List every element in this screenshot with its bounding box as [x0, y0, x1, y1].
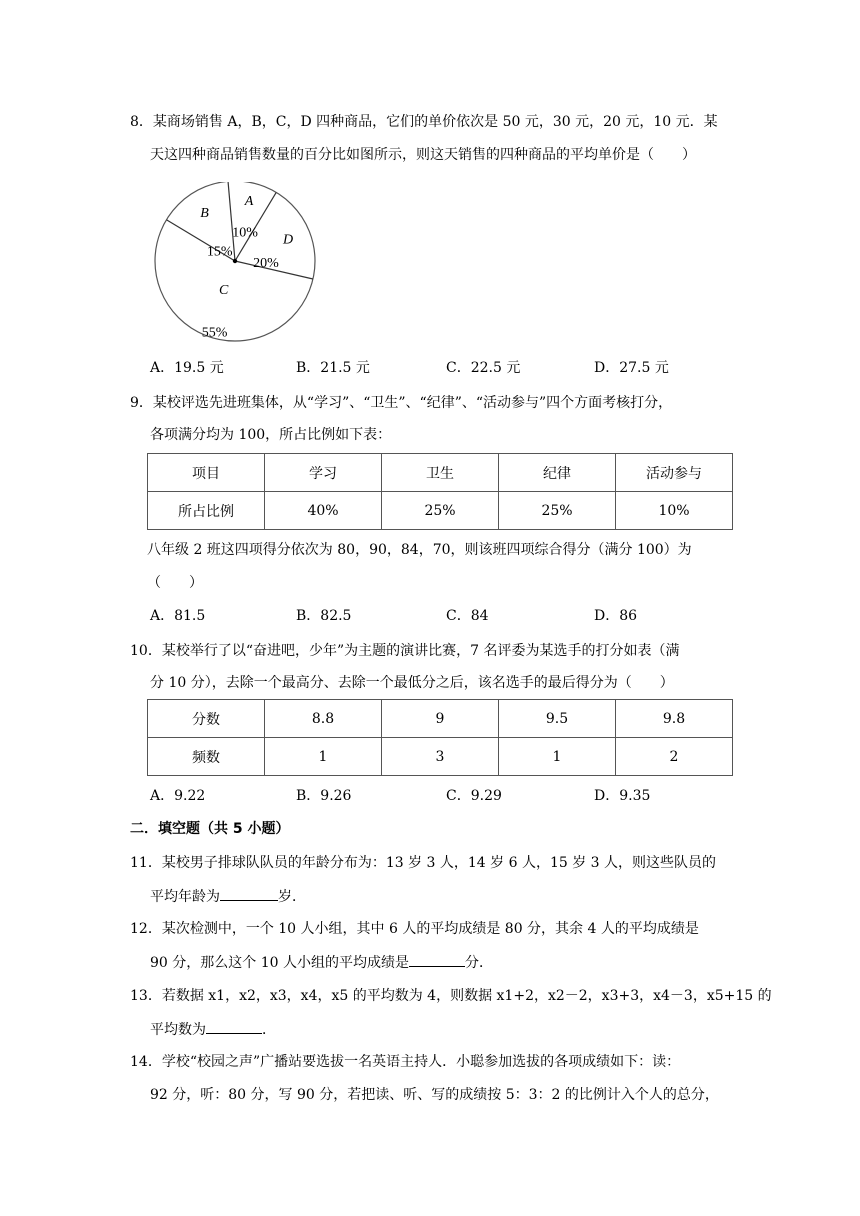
q12-line-2-prefix: 90 分，那么这个 10 人小组的平均成绩是 — [150, 955, 409, 971]
table-cell: 学习 — [265, 454, 382, 492]
section-heading: 二．填空题（共 5 小题） — [130, 821, 290, 837]
table-cell: 9 — [382, 700, 499, 738]
table-cell: 9.5 — [499, 700, 616, 738]
table-cell: 25% — [499, 492, 616, 530]
q11-line-2 — [150, 886, 306, 907]
q8-line-1: 8．某商场销售 A，B，C，D 四种商品，它们的单价依次是 50 元，30 元，20 元，10 元．某 — [130, 114, 718, 130]
q10-option-a[interactable]: A．9.22 — [150, 788, 206, 804]
q13-line-1: 13．若数据 x1，x2，x3，x4，x5 的平均数为 4，则数据 x1+2，x2－2，x3+3，x4－3，x5+15 的 — [130, 988, 772, 1004]
q14-line-1: 14．学校“校园之声”广播站要选拔一名英语主持人．小聪参加选拔的各项成绩如下：读： — [130, 1054, 681, 1070]
q12-line-2-suffix: 分． — [464, 955, 493, 971]
table-cell: 40% — [265, 492, 382, 530]
table-row — [148, 700, 733, 738]
pie-slice-label: D — [282, 232, 294, 248]
pie-slice-value: 55% — [201, 325, 228, 341]
q14-line-2: 92 分，听：80 分，写 90 分，若把读、听、写的成绩按 5：3：2 的比例计入个人的总分， — [150, 1087, 719, 1103]
q8-option-b[interactable]: B．21.5 元 — [296, 360, 370, 376]
q10-line-1: 10．某校举行了以“奋进吧，少年”为主题的演讲比赛，7 名评委为某选手的打分如表（满 — [130, 643, 680, 659]
q12-line-2 — [150, 952, 493, 973]
table-cell: 1 — [265, 738, 382, 776]
q11-line-1: 11．某校男子排球队队员的年龄分布为：13 岁 3 人，14 岁 6 人，15 岁 3 人，则这些队员的 — [130, 855, 717, 871]
table-cell: 纪律 — [499, 454, 616, 492]
pie-center — [233, 259, 237, 263]
q9-line-3: 八年级 2 班这四项得分依次为 80，90，84，70，则该班四项综合得分（满分 100）为 — [147, 542, 692, 558]
q8-line-2: 天这四种商品销售数量的百分比如图所示，则这天销售的四种商品的平均单价是（ ） — [150, 147, 696, 163]
table-cell: 所占比例 — [148, 492, 265, 530]
q13-answer-blank[interactable] — [206, 1019, 262, 1034]
table-cell: 1 — [499, 738, 616, 776]
pie-slice-label: B — [200, 206, 209, 222]
table-cell: 2 — [616, 738, 733, 776]
table-cell: 卫生 — [382, 454, 499, 492]
table-cell: 频数 — [148, 738, 265, 776]
q11-line-2-prefix: 平均年龄为 — [150, 889, 220, 905]
pie-slice-value: 20% — [253, 255, 279, 271]
q10-option-b[interactable]: B．9.26 — [296, 788, 352, 804]
pie-slice-label: A — [244, 194, 254, 210]
table-cell: 10% — [616, 492, 733, 530]
q12-line-1: 12．某次检测中，一个 10 人小组，其中 6 人的平均成绩是 80 分，其余 4 人的平均成绩是 — [130, 921, 699, 937]
q8-option-d[interactable]: D．27.5 元 — [594, 360, 669, 376]
table-cell: 分数 — [148, 700, 265, 738]
q9-line-1: 9．某校评选先进班集体，从“学习”、“卫生”、“纪律”、“活动参与”四个方面考核打分， — [130, 395, 673, 411]
q9-line-4: （ ） — [147, 575, 203, 591]
pie-slice-value: 10% — [232, 225, 258, 241]
table-row — [148, 738, 733, 776]
q8-option-c[interactable]: C．22.5 元 — [446, 360, 521, 376]
q10-option-c[interactable]: C．9.29 — [446, 788, 502, 804]
q9-option-a[interactable]: A．81.5 — [150, 608, 206, 624]
table-cell: 25% — [382, 492, 499, 530]
q9-option-d[interactable]: D．86 — [594, 608, 638, 624]
pie-slice-value: 15% — [206, 244, 233, 260]
q9-weight-table — [147, 453, 733, 530]
q9-option-b[interactable]: B．82.5 — [296, 608, 352, 624]
q10-score-table — [147, 699, 733, 776]
table-cell: 活动参与 — [616, 454, 733, 492]
q13-line-2-prefix: 平均数为 — [150, 1022, 206, 1038]
q8-option-a[interactable]: A．19.5 元 — [150, 360, 224, 376]
q11-answer-blank[interactable] — [220, 886, 278, 901]
table-row — [148, 454, 733, 492]
q12-answer-blank[interactable] — [409, 952, 465, 967]
q11-line-2-suffix: 岁． — [278, 889, 306, 905]
table-cell: 3 — [382, 738, 499, 776]
q10-option-d[interactable]: D．9.35 — [594, 788, 651, 804]
pie-chart — [150, 182, 320, 352]
q13-line-2 — [150, 1019, 276, 1040]
q13-line-2-suffix: ． — [262, 1022, 276, 1038]
table-cell: 9.8 — [616, 700, 733, 738]
table-cell: 项目 — [148, 454, 265, 492]
table-cell: 8.8 — [265, 700, 382, 738]
q10-line-2: 分 10 分），去除一个最高分、去除一个最低分之后，该名选手的最后得分为（ ） — [150, 675, 674, 691]
q9-option-c[interactable]: C．84 — [446, 608, 489, 624]
q9-line-2: 各项满分均为 100，所占比例如下表： — [150, 427, 392, 443]
pie-slice-label: C — [218, 283, 229, 299]
table-row — [148, 492, 733, 530]
